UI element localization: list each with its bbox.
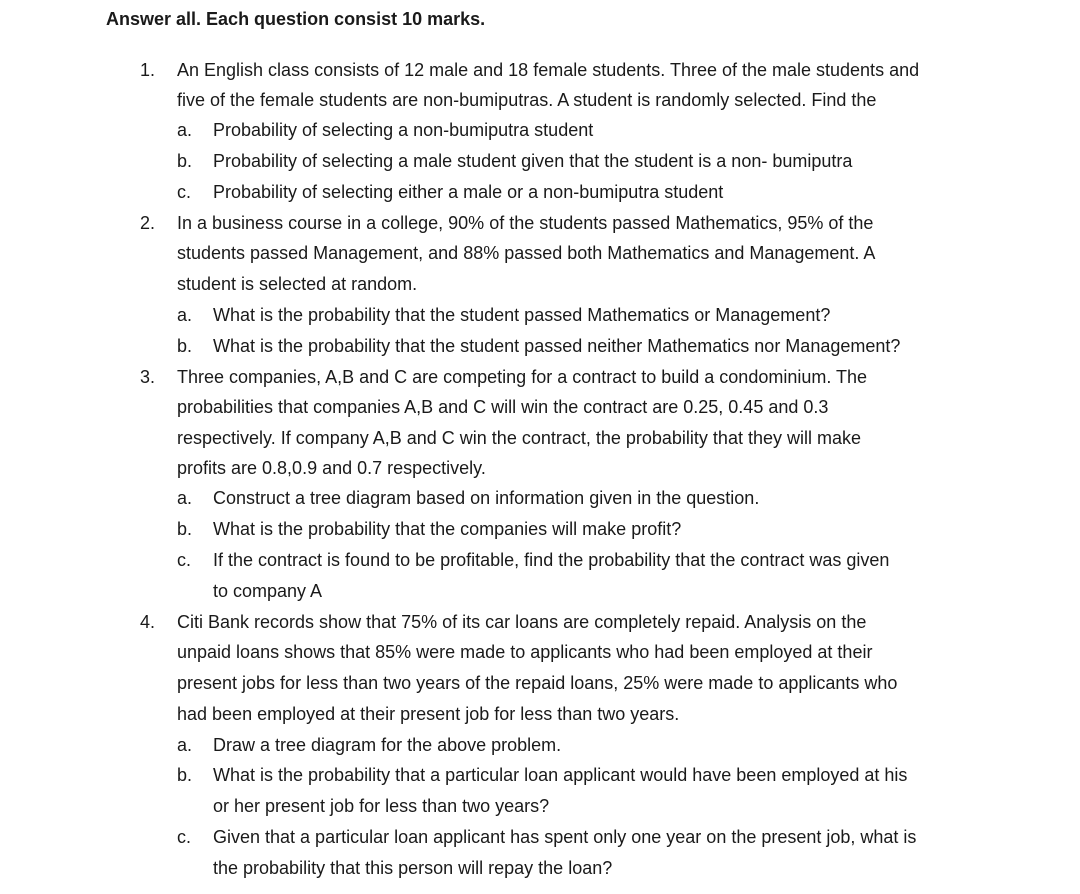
subquestion-text: Probability of selecting either a male or a non-bumiputra student — [213, 182, 724, 202]
subquestion-text: the probability that this person will repay the loan? — [213, 858, 613, 878]
subquestion-text: or her present job for less than two years? — [213, 796, 550, 816]
question-text-line: An English class consists of 12 male and 18 female students. Three of the male students and — [177, 60, 920, 80]
question-text-line: In a business course in a college, 90% of the students passed Mathematics, 95% of the — [177, 213, 874, 233]
question-text-line: Citi Bank records show that 75% of its car loans are completely repaid. Analysis on the — [177, 612, 867, 632]
subquestion-text: Probability of selecting a male student given that the student is a non- bumiputra — [213, 151, 853, 171]
question-text-line: students passed Management, and 88% passed both Mathematics and Management. A — [177, 243, 876, 263]
subquestion-text: If the contract is found to be profitable, find the probability that the contract was given — [213, 550, 890, 570]
subquestion-text: What is the probability that the student passed neither Mathematics nor Management? — [213, 336, 901, 356]
subquestion-label: a. — [177, 488, 193, 508]
subquestion-text: to company A — [213, 581, 323, 601]
subquestion-label: a. — [177, 120, 193, 140]
question-text-line: present jobs for less than two years of the repaid loans, 25% were made to applicants who — [177, 673, 898, 693]
question-number: 4. — [140, 612, 156, 632]
subquestion-label: b. — [177, 519, 193, 539]
subquestion-label: c. — [177, 182, 192, 202]
question-text-line: had been employed at their present job for less than two years. — [177, 704, 680, 724]
subquestion-text: Construct a tree diagram based on information given in the question. — [213, 488, 760, 508]
subquestion-label: c. — [177, 550, 192, 570]
question-text-line: five of the female students are non-bumiputras. A student is randomly selected. Find the — [177, 90, 877, 110]
subquestion-text: Probability of selecting a non-bumiputra student — [213, 120, 594, 140]
question-text-line: respectively. If company A,B and C win the contract, the probability that they will make — [177, 428, 861, 448]
subquestion-text: Given that a particular loan applicant has spent only one year on the present job, what is — [213, 827, 917, 847]
subquestion-text: What is the probability that a particular loan applicant would have been employed at his — [213, 765, 908, 785]
question-text-line: probabilities that companies A,B and C will win the contract are 0.25, 0.45 and 0.3 — [177, 397, 829, 417]
subquestion-label: a. — [177, 305, 193, 325]
question-text-line: profits are 0.8,0.9 and 0.7 respectively. — [177, 458, 486, 478]
question-number: 1. — [140, 60, 156, 80]
question-text-line: unpaid loans shows that 85% were made to applicants who had been employed at their — [177, 642, 873, 662]
page-heading: Answer all. Each question consist 10 marks. — [106, 9, 486, 29]
subquestion-label: b. — [177, 151, 193, 171]
question-number: 2. — [140, 213, 156, 233]
question-text-line: student is selected at random. — [177, 274, 418, 294]
question-number: 3. — [140, 367, 156, 387]
subquestion-text: Draw a tree diagram for the above problem. — [213, 735, 562, 755]
subquestion-label: a. — [177, 735, 193, 755]
subquestion-label: c. — [177, 827, 192, 847]
subquestion-label: b. — [177, 336, 193, 356]
subquestion-text: What is the probability that the companies will make profit? — [213, 519, 682, 539]
question-text-line: Three companies, A,B and C are competing for a contract to build a condominium. The — [177, 367, 868, 387]
subquestion-text: What is the probability that the student passed Mathematics or Management? — [213, 305, 831, 325]
subquestion-label: b. — [177, 765, 193, 785]
